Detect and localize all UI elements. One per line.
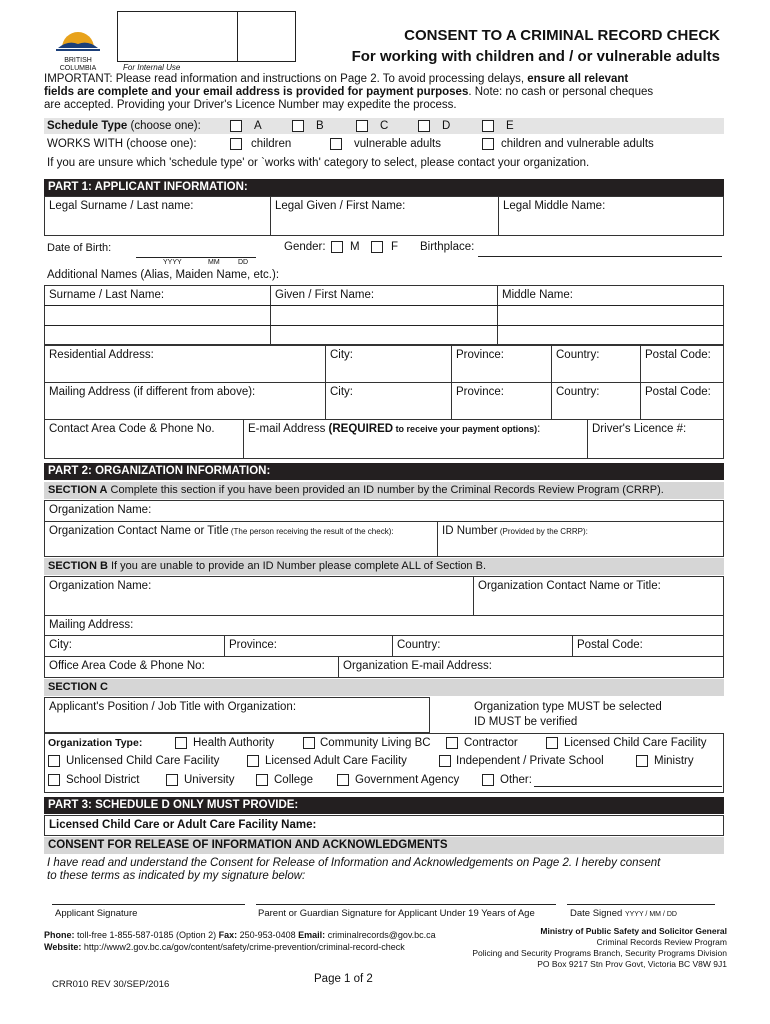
- works-vulnerable-checkbox[interactable]: [330, 138, 342, 150]
- independent-school-label: Independent / Private School: [456, 755, 604, 767]
- schedule-c-label: C: [380, 120, 389, 132]
- legal-middle-field[interactable]: Legal Middle Name:: [498, 196, 724, 236]
- org-name-b-field[interactable]: Organization Name:: [44, 576, 474, 616]
- part1-header: PART 1: APPLICANT INFORMATION:: [44, 179, 724, 196]
- school-district-label: School District: [66, 774, 140, 786]
- sun-logo-icon: [52, 22, 104, 52]
- applicant-signature-line[interactable]: [52, 904, 245, 905]
- parent-signature-line[interactable]: [256, 904, 556, 905]
- works-with-label: WORKS WITH (choose one):: [47, 138, 197, 150]
- unlicensed-child-care-checkbox[interactable]: [48, 755, 60, 767]
- consent-bar: CONSENT FOR RELEASE OF INFORMATION AND ACKNOWLEDGMENTS: [44, 837, 724, 854]
- unlicensed-child-care-label: Unlicensed Child Care Facility: [66, 755, 220, 767]
- email-address-field[interactable]: E-mail Address (REQUIRED to receive your payment options):: [243, 419, 588, 459]
- additional-row-divider-1: [44, 305, 724, 306]
- community-living-checkbox[interactable]: [303, 737, 315, 749]
- page-number: Page 1 of 2: [314, 973, 373, 985]
- org-contact-b-field[interactable]: Organization Contact Name or Title:: [473, 576, 724, 616]
- form-title: CONSENT TO A CRIMINAL RECORD CHECK: [404, 27, 720, 44]
- org-type-label: Organization Type:: [48, 737, 143, 749]
- important-text-2: . Note: no cash or personal cheques: [468, 86, 654, 98]
- org-name-a-field[interactable]: Organization Name:: [44, 500, 724, 522]
- internal-use-label: For Internal Use: [123, 63, 181, 72]
- applicant-position-field[interactable]: Applicant's Position / Job Title with Organization:: [44, 697, 430, 733]
- licensed-child-care-label: Licensed Child Care Facility: [564, 737, 707, 749]
- government-agency-checkbox[interactable]: [337, 774, 349, 786]
- bc-logo: [52, 22, 104, 72]
- contact-info: Phone: toll-free 1-855-587-0185 (Option 2) Fax: 250-953-0408 Email: criminalrecords@gov.bc.ca Website: http://www2.gov.bc.ca/gov/content/safety/crime-prevention/criminal-record-check: [44, 930, 436, 952]
- office-phone-field[interactable]: Office Area Code & Phone No:: [44, 656, 339, 678]
- legal-surname-field[interactable]: Legal Surname / Last name:: [44, 196, 271, 236]
- contact-phone-field[interactable]: Contact Area Code & Phone No.: [44, 419, 244, 459]
- licensed-adult-care-label: Licensed Adult Care Facility: [265, 755, 407, 767]
- legal-given-field[interactable]: Legal Given / First Name:: [270, 196, 499, 236]
- org-email-field[interactable]: Organization E-mail Address:: [338, 656, 724, 678]
- dob-label: Date of Birth:: [47, 242, 112, 254]
- mailing-city-field[interactable]: City:: [325, 382, 452, 420]
- org-type-note: Organization type MUST be selected ID MUST be verified: [474, 701, 662, 728]
- important-notice: [44, 73, 653, 112]
- ministry-checkbox[interactable]: [636, 755, 648, 767]
- dob-yyyy: YYYY: [163, 259, 182, 266]
- health-authority-checkbox[interactable]: [175, 737, 187, 749]
- mailing-postal-field[interactable]: Postal Code:: [640, 382, 724, 420]
- licensed-child-care-checkbox[interactable]: [546, 737, 558, 749]
- schedule-b-checkbox[interactable]: [292, 120, 304, 132]
- licensed-adult-care-checkbox[interactable]: [247, 755, 259, 767]
- unsure-note: If you are unsure which 'schedule type' or `works with' category to select, please contact your organization.: [47, 157, 590, 169]
- org-country-field[interactable]: Country:: [392, 635, 573, 657]
- facility-name-field[interactable]: Licensed Child Care or Adult Care Facility Name:: [44, 815, 724, 836]
- college-checkbox[interactable]: [256, 774, 268, 786]
- schedule-b-label: B: [316, 120, 324, 132]
- logo-text: BRITISH COLUMBIA: [59, 57, 97, 72]
- important-bold-1: ensure all relevant: [527, 73, 629, 85]
- ministry-info: Ministry of Public Safety and Solicitor General Criminal Records Review Program Policing and Security Programs Branch, Security Programs Division PO Box 9217 Stn Prov Govt, Victoria BC V8W 9J1: [472, 926, 727, 969]
- government-agency-label: Government Agency: [355, 774, 460, 786]
- additional-surname-field[interactable]: Surname / Last Name:: [44, 285, 271, 345]
- university-checkbox[interactable]: [166, 774, 178, 786]
- gender-label: Gender:: [284, 241, 326, 253]
- internal-use-divider: [237, 12, 238, 61]
- residential-address-field[interactable]: Residential Address:: [44, 345, 326, 383]
- works-both-checkbox[interactable]: [482, 138, 494, 150]
- other-checkbox[interactable]: [482, 774, 494, 786]
- form-number: CRR010 REV 30/SEP/2016: [52, 979, 170, 990]
- gender-f-checkbox[interactable]: [371, 241, 383, 253]
- date-signed-label: Date Signed YYYY / MM / DD: [570, 908, 677, 919]
- schedule-d-label: D: [442, 120, 451, 132]
- additional-given-field[interactable]: Given / First Name:: [270, 285, 498, 345]
- org-postal-field[interactable]: Postal Code:: [572, 635, 724, 657]
- birthplace-line[interactable]: [478, 256, 722, 257]
- schedule-a-checkbox[interactable]: [230, 120, 242, 132]
- additional-names-label: Additional Names (Alias, Maiden Name, etc.):: [47, 269, 280, 281]
- org-province-field[interactable]: Province:: [224, 635, 393, 657]
- gender-m-label: M: [350, 241, 360, 253]
- additional-row-divider-2: [44, 325, 724, 326]
- contractor-checkbox[interactable]: [446, 737, 458, 749]
- schedule-a-label: A: [254, 120, 262, 132]
- org-city-field[interactable]: City:: [44, 635, 225, 657]
- org-contact-a-field[interactable]: Organization Contact Name or Title (The person receiving the result of the check):: [44, 521, 438, 557]
- health-authority-label: Health Authority: [193, 737, 275, 749]
- residential-country-field[interactable]: Country:: [551, 345, 641, 383]
- works-children-checkbox[interactable]: [230, 138, 242, 150]
- other-label: Other:: [500, 774, 532, 786]
- important-text-3: are accepted. Providing your Driver's Licence Number may expedite the process.: [44, 99, 457, 111]
- org-mailing-field[interactable]: Mailing Address:: [44, 615, 724, 636]
- works-vulnerable-label: vulnerable adults: [354, 138, 441, 150]
- works-children-label: children: [251, 138, 292, 150]
- date-signed-line[interactable]: [567, 904, 715, 905]
- drivers-licence-field[interactable]: Driver's Licence #:: [587, 419, 724, 459]
- applicant-signature-label: Applicant Signature: [55, 908, 138, 919]
- contractor-label: Contractor: [464, 737, 518, 749]
- birthplace-label: Birthplace:: [420, 241, 475, 253]
- mailing-province-field[interactable]: Province:: [451, 382, 552, 420]
- gender-m-checkbox[interactable]: [331, 241, 343, 253]
- additional-middle-field[interactable]: Middle Name:: [497, 285, 724, 345]
- schedule-type-label: Schedule Type (choose one):: [47, 120, 201, 132]
- ministry-label: Ministry: [654, 755, 694, 767]
- dob-dd: DD: [238, 259, 249, 266]
- residential-city-field[interactable]: City:: [325, 345, 452, 383]
- college-label: College: [274, 774, 313, 786]
- schedule-d-checkbox[interactable]: [418, 120, 430, 132]
- independent-school-checkbox[interactable]: [439, 755, 451, 767]
- dob-mm: MM: [208, 259, 220, 266]
- university-label: University: [184, 774, 235, 786]
- part3-header: PART 3: SCHEDULE D ONLY MUST PROVIDE:: [44, 797, 724, 814]
- other-line[interactable]: [534, 786, 722, 787]
- community-living-label: Community Living BC: [320, 737, 431, 749]
- part2-header: PART 2: ORGANIZATION INFORMATION:: [44, 463, 724, 480]
- residential-postal-field[interactable]: Postal Code:: [640, 345, 724, 383]
- school-district-checkbox[interactable]: [48, 774, 60, 786]
- section-b-bar: SECTION B If you are unable to provide an ID Number please complete ALL of Section B.: [44, 558, 724, 575]
- important-bold-2: fields are complete and your email address is provided for payment purposes: [44, 86, 469, 98]
- id-number-field[interactable]: ID Number (Provided by the CRRP):: [437, 521, 724, 557]
- gender-f-label: F: [391, 241, 399, 253]
- internal-use-box: [117, 11, 296, 62]
- schedule-e-label: E: [506, 120, 514, 132]
- mailing-country-field[interactable]: Country:: [551, 382, 641, 420]
- residential-province-field[interactable]: Province:: [451, 345, 552, 383]
- mailing-address-field[interactable]: Mailing Address (if different from above):: [44, 382, 326, 420]
- dob-line: [136, 257, 256, 258]
- consent-text: I have read and understand the Consent for Release of Information and Acknowledgements on Page 2. I hereby consent to these terms as indicated by my signature below:: [47, 857, 661, 882]
- section-a-bar: SECTION A Complete this section if you have been provided an ID number by the Criminal Records Review Program (CRRP).: [44, 482, 724, 499]
- schedule-c-checkbox[interactable]: [356, 120, 368, 132]
- works-both-label: children and vulnerable adults: [501, 138, 654, 150]
- schedule-e-checkbox[interactable]: [482, 120, 494, 132]
- form-subtitle: For working with children and / or vulnerable adults: [351, 48, 720, 65]
- important-text-1: IMPORTANT: Please read information and instructions on Page 2. To avoid processing delays,: [44, 73, 525, 85]
- section-c-bar: SECTION C: [44, 679, 724, 696]
- parent-signature-label: Parent or Guardian Signature for Applicant Under 19 Years of Age: [258, 908, 535, 919]
